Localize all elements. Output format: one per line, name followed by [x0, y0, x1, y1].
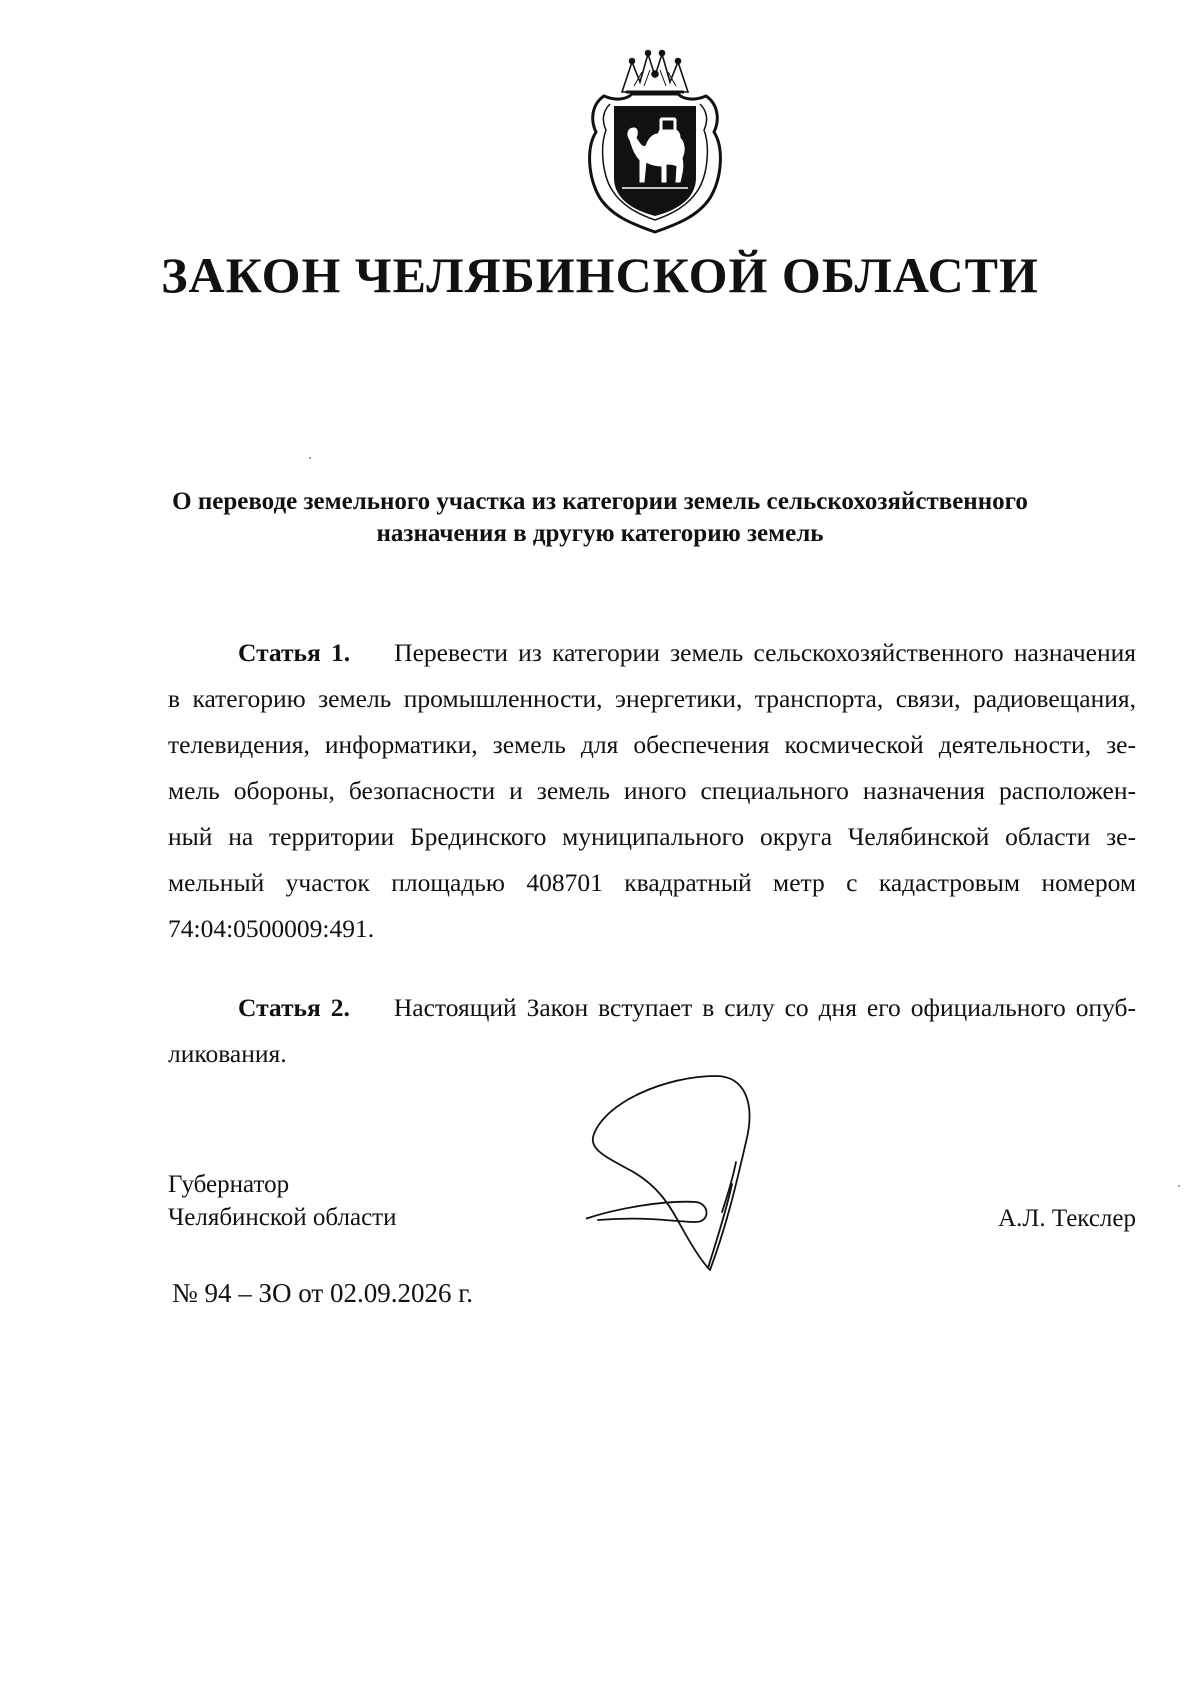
article-line: мельный участок площадью 408701 квадратный метр с кадастровым номером	[168, 868, 1136, 897]
article-line: в категорию земель промышленности, энергетики, транспорта, связи, радиовещания,	[168, 684, 1136, 713]
scan-speck	[1178, 1185, 1180, 1187]
chelyabinsk-coat-of-arms-icon	[582, 48, 728, 238]
subject-line: назначения в другую категорию земель	[376, 520, 824, 547]
article-heading: Статья 1.	[238, 638, 351, 667]
article-line: мель обороны, безопасности и земель иного специального назначения расположен-	[168, 776, 1136, 805]
registration-number: № 94 – ЗО от 02.09.2026 г.	[172, 1278, 474, 1308]
article-1	[168, 630, 1136, 952]
article-line: Статья 2. Настоящий Закон вступает в силу со дня его официального опуб-	[238, 993, 1136, 1022]
position-line: Челябинской области	[168, 1204, 397, 1231]
article-line: ный на территории Брединского муниципального округа Челябинской области зе-	[168, 822, 1136, 851]
signer-position	[168, 1168, 396, 1234]
article-line: 74:04:0500009:491.	[168, 914, 375, 943]
article-line: телевидения, информатики, земель для обеспечения космической деятельности, зе-	[168, 730, 1136, 759]
law-subject	[130, 486, 1070, 550]
signer-name: А.Л. Текслер	[998, 1205, 1136, 1232]
handwritten-signature-icon	[586, 1072, 816, 1284]
article-heading: Статья 2.	[238, 993, 350, 1022]
article-line: Статья 1. Перевести из категории земель сельскохозяйственного назначения	[238, 638, 1136, 667]
article-2	[168, 985, 1136, 1077]
position-line: Губернатор	[168, 1171, 290, 1198]
document-title: ЗАКОН ЧЕЛЯБИНСКОЙ ОБЛАСТИ	[161, 247, 1039, 303]
scan-speck	[309, 457, 311, 459]
subject-line: О переводе земельного участка из категории земель сельскохозяйственного	[172, 488, 1028, 515]
article-line: ликования.	[168, 1039, 287, 1068]
